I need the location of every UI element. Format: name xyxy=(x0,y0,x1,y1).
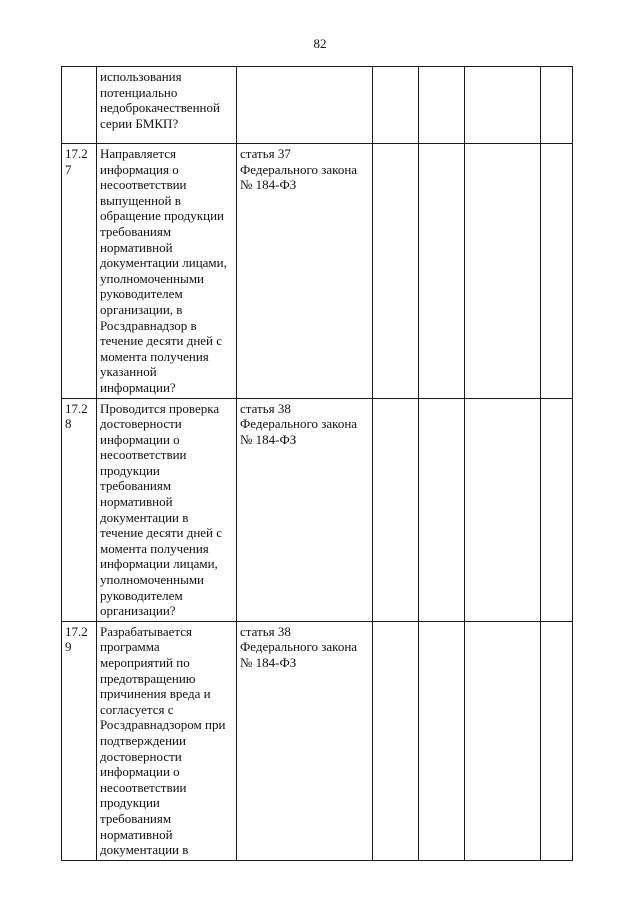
not-applicable-cell xyxy=(465,144,541,399)
notes-cell xyxy=(541,144,573,399)
notes-cell xyxy=(541,621,573,860)
answer-no-cell xyxy=(419,398,465,621)
item-number: 17.29 xyxy=(62,621,97,860)
answer-yes-cell xyxy=(373,621,419,860)
table-row xyxy=(62,67,573,144)
not-applicable-cell xyxy=(465,621,541,860)
not-applicable-cell xyxy=(465,67,541,144)
answer-yes-cell xyxy=(373,398,419,621)
legal-basis: статья 38 Федерального закона № 184-ФЗ xyxy=(237,398,373,621)
notes-cell xyxy=(541,398,573,621)
answer-no-cell xyxy=(419,621,465,860)
legal-basis: статья 38 Федерального закона № 184-ФЗ xyxy=(237,621,373,860)
question-text: Разрабатывается программа мероприятий по предотвращению причинения вреда и согласуется с Росздравнадзором при подтверждении достоверности информации о несоответствии продукции требованиям нормативной документации в xyxy=(97,621,237,860)
page-number: 82 xyxy=(313,36,327,51)
item-number: 17.27 xyxy=(62,144,97,399)
question-text: Проводится проверка достоверности информации о несоответствии продукции требованиям нормативной документации в течение десяти дней с момента получения информации лицами, уполномоченными руководителем организации? xyxy=(97,398,237,621)
answer-yes-cell xyxy=(373,67,419,144)
item-number: 17.28 xyxy=(62,398,97,621)
table-row xyxy=(62,621,573,860)
checklist-table xyxy=(61,66,573,861)
item-number xyxy=(62,67,97,144)
not-applicable-cell xyxy=(465,398,541,621)
table-row xyxy=(62,398,573,621)
legal-basis: статья 37 Федерального закона № 184-ФЗ xyxy=(237,144,373,399)
notes-cell xyxy=(541,67,573,144)
answer-no-cell xyxy=(419,67,465,144)
table-row xyxy=(62,144,573,399)
answer-no-cell xyxy=(419,144,465,399)
legal-basis xyxy=(237,67,373,144)
question-text: использования потенциально недоброкачественной серии БМКП? xyxy=(97,67,237,144)
question-text: Направляется информация о несоответствии выпущенной в обращение продукции требованиям нормативной документации лицами, уполномоченными руководителем организации, в Росздравнадзор в течение десяти дней с момента получения указанной информации? xyxy=(97,144,237,399)
answer-yes-cell xyxy=(373,144,419,399)
